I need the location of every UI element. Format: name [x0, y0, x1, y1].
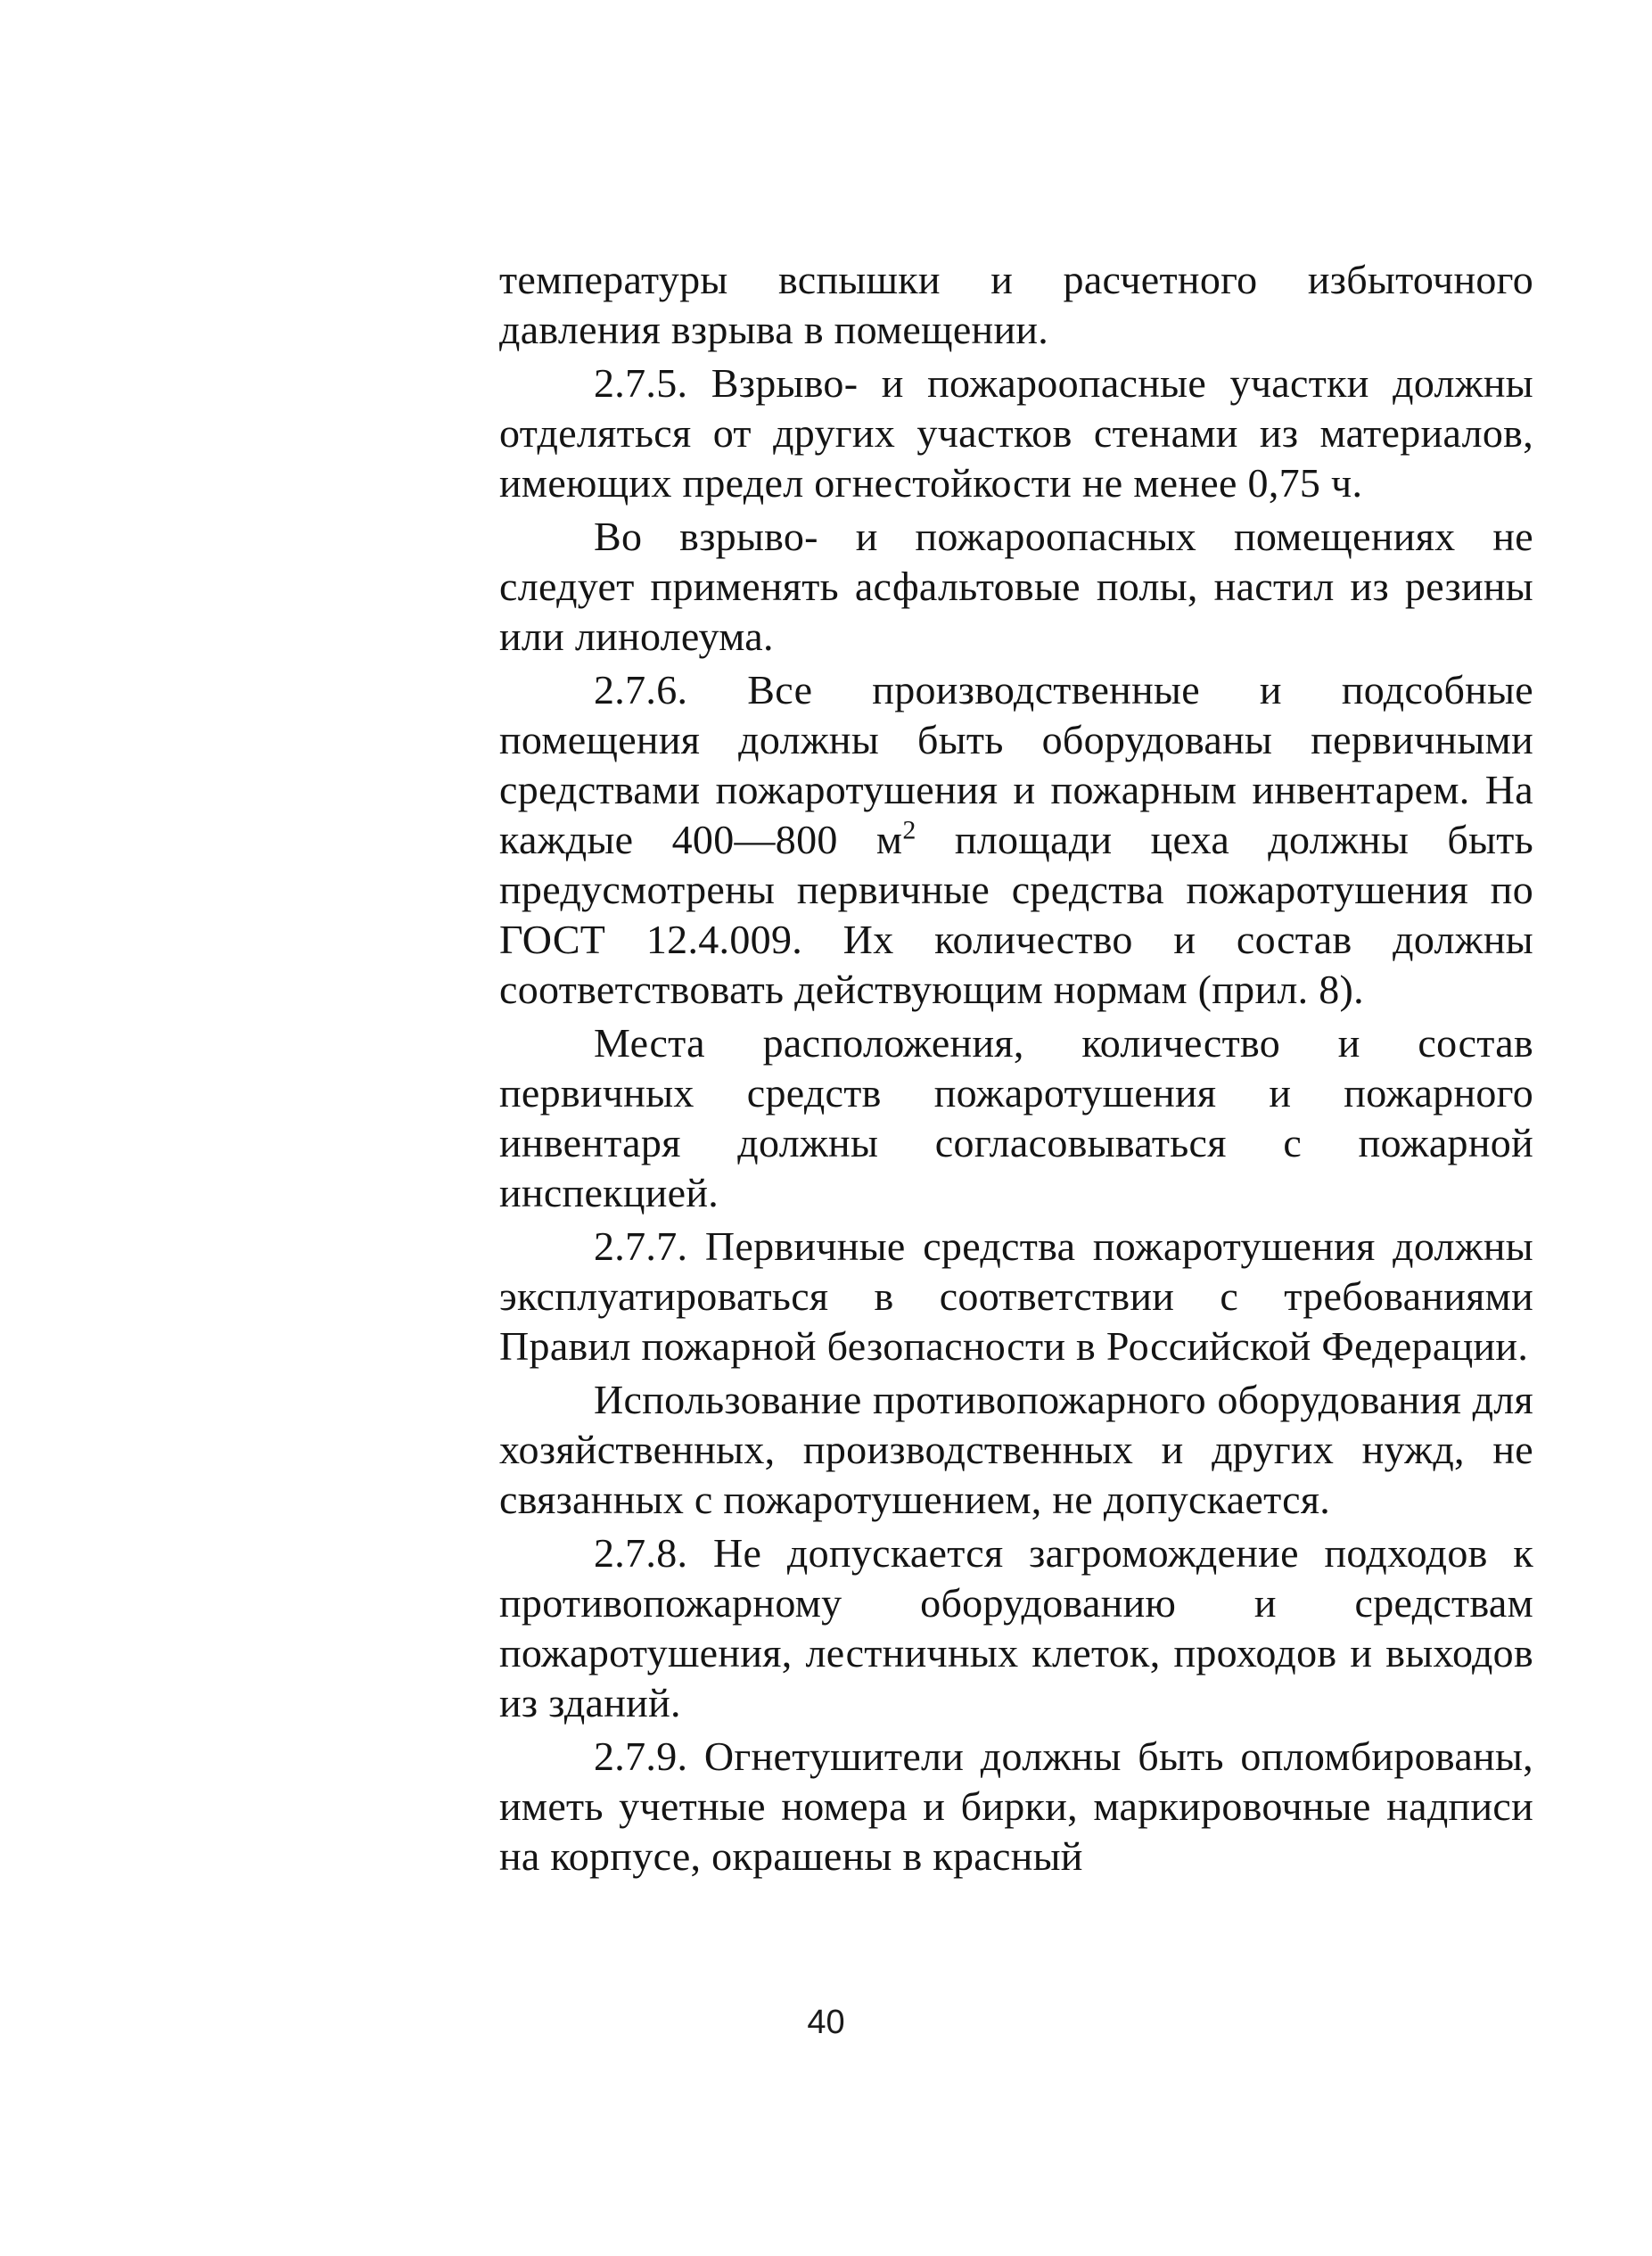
paragraph-asphalt-floors: Во взрыво- и пожароопасных помещениях не следует применять асфальтовые полы, настил из резины или линолеума.: [499, 514, 1533, 659]
paragraph-2-7-6: [499, 665, 1533, 1015]
paragraph-equipment-location: Места расположения, количество и состав первичных средств пожаротушения и пожарного инвентаря должны согласовываться с пожарной инспекцией.: [499, 1020, 1533, 1215]
superscript-two: 2: [902, 815, 916, 845]
paragraph-2-7-6-part-2: площади цеха должны быть предусмотрены первичные средства пожаротушения по ГОСТ 12.4.009. Их количество и состав должны соответствовать действующим нормам (прил. 8).: [499, 817, 1533, 1012]
paragraph-2-7-5: 2.7.5. Взрыво- и пожароопасные участки должны отделяться от других участков стенами из материалов, имеющих предел огнестойкости не менее 0,75 ч.: [499, 360, 1533, 506]
page-number: 40: [807, 2004, 845, 2041]
paragraph-2-7-6-part-1: 2.7.6. Все производственные и подсобные помещения должны быть оборудованы первичными средствами пожаротушения и пожарным инвентарем. На каждые 400—800 м: [499, 667, 1533, 862]
paragraph-2-7-7: 2.7.7. Первичные средства пожаротушения должны эксплуатироваться в соответствии с требованиями Правил пожарной безопасности в Российской Федерации.: [499, 1223, 1533, 1369]
paragraph-2-7-9: 2.7.9. Огнетушители должны быть опломбированы, иметь учетные номера и бирки, маркировочные надписи на корпусе, окрашены в красный: [499, 1733, 1533, 1879]
paragraph-continuation: температуры вспышки и расчетного избыточного давления взрыва в помещении.: [499, 257, 1533, 352]
paragraph-2-7-8: 2.7.8. Не допускается загромождение подходов к противопожарному оборудованию и средствам пожаротушения, лестничных клеток, проходов и выходов из зданий.: [499, 1530, 1533, 1725]
paragraph-equipment-use: Использование противопожарного оборудования для хозяйственных, производственных и других нужд, не связанных с пожаротушением, не допускается.: [499, 1377, 1533, 1522]
document-body: [499, 255, 1533, 1881]
